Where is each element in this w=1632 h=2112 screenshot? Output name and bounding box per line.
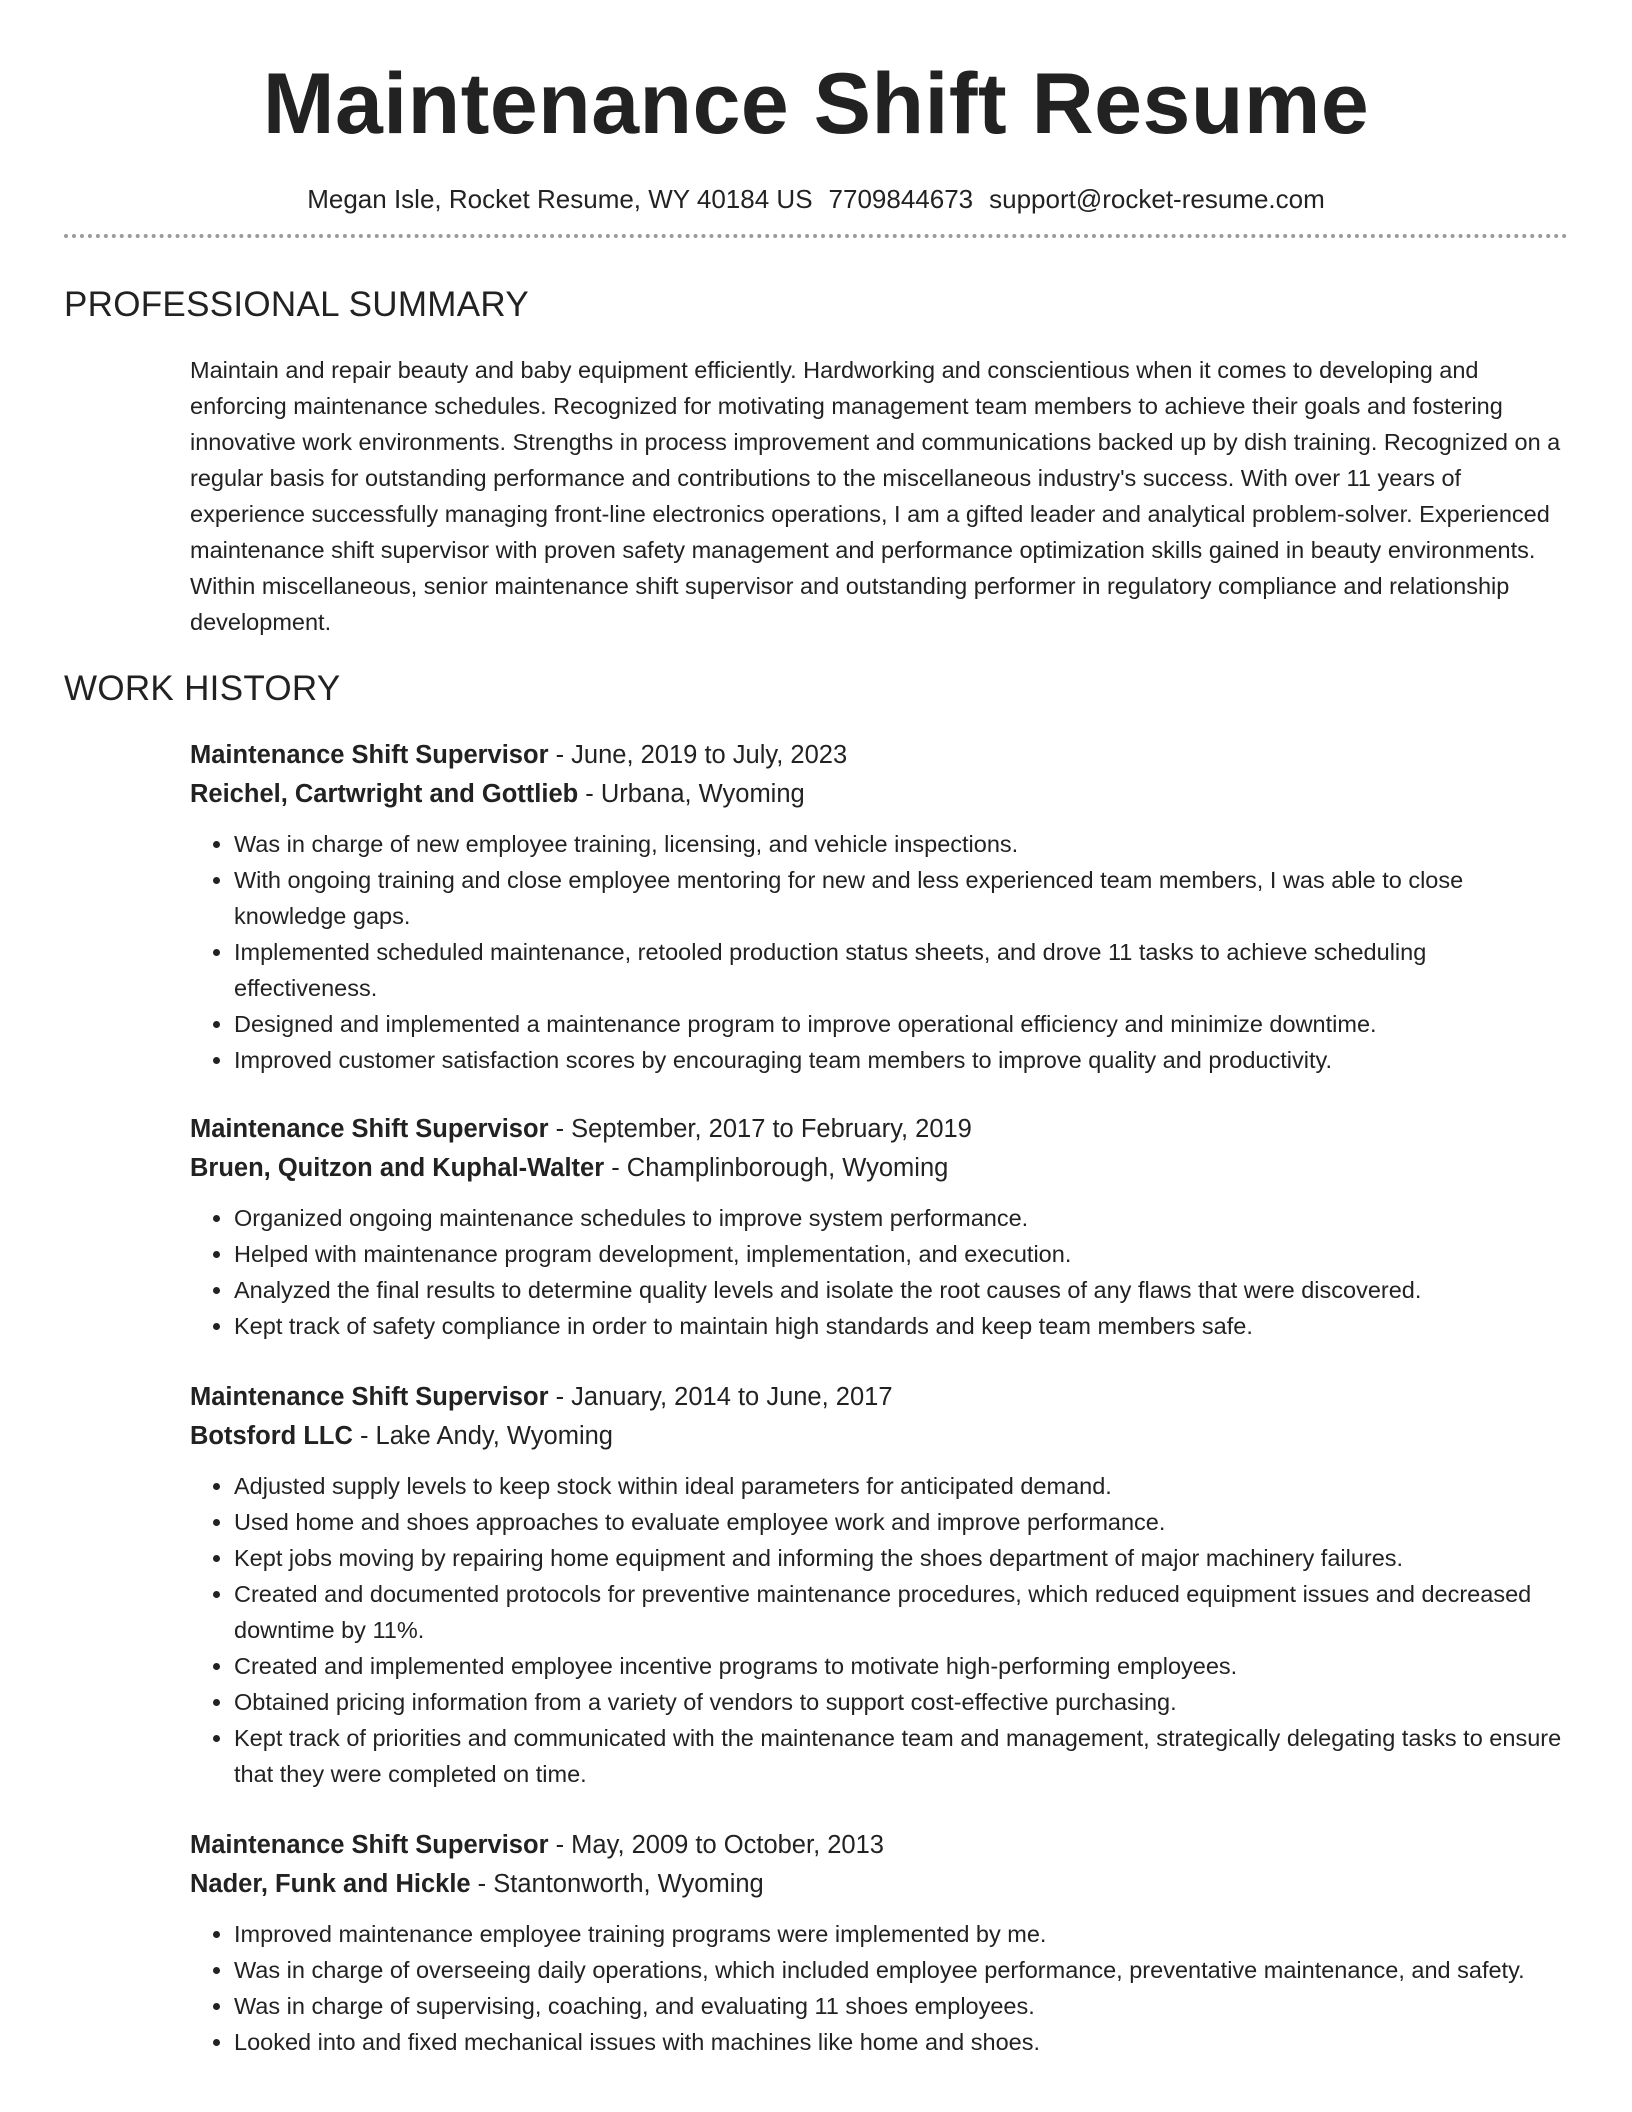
job-dates: - May, 2009 to October, 2013: [548, 1831, 884, 1859]
list-item: • Organized ongoing maintenance schedules to improve system performance.: [234, 1200, 1568, 1236]
list-item: • Was in charge of supervising, coaching, and evaluating 11 shoes employees.: [234, 1988, 1568, 2024]
job-dates: - January, 2014 to June, 2017: [548, 1383, 893, 1411]
list-item: • Analyzed the final results to determine quality levels and isolate the root causes of any flaws that were discovered.: [234, 1272, 1568, 1308]
list-item: • Kept track of safety compliance in order to maintain high standards and keep team members safe.: [234, 1308, 1568, 1344]
list-item: • Created and documented protocols for preventive maintenance procedures, which reduced equipment issues and decreased downtime by 11%.: [234, 1576, 1568, 1648]
job-title-line: [190, 736, 1568, 775]
job-company-line: [190, 1865, 1568, 1904]
job-company: Nader, Funk and Hickle: [190, 1870, 471, 1898]
job-role: Maintenance Shift Supervisor: [190, 1115, 549, 1143]
job-title-line: [190, 1110, 1568, 1149]
job-dates: - June, 2019 to July, 2023: [548, 741, 848, 769]
list-item: • Was in charge of overseeing daily operations, which included employee performance, preventative maintenance, and safety.: [234, 1952, 1568, 1988]
header-divider: [64, 234, 1568, 238]
job-company-line: [190, 1417, 1568, 1456]
list-item: • Obtained pricing information from a variety of vendors to support cost-effective purchasing.: [234, 1684, 1568, 1720]
job-entry-1: [190, 736, 1568, 1078]
list-item: • Helped with maintenance program development, implementation, and execution.: [234, 1236, 1568, 1272]
contact-line: [64, 182, 1568, 216]
job-role: Maintenance Shift Supervisor: [190, 1383, 549, 1411]
job-title-line: [190, 1826, 1568, 1865]
list-item: • Kept track of priorities and communicated with the maintenance team and management, strategically delegating tasks to ensure that they were completed on time.: [234, 1720, 1568, 1792]
list-item: • Looked into and fixed mechanical issues with machines like home and shoes.: [234, 2024, 1568, 2060]
list-item: • With ongoing training and close employee mentoring for new and less experienced team members, I was able to close knowledge gaps.: [234, 862, 1568, 934]
job-entry-2: [190, 1110, 1568, 1344]
job-dates: - September, 2017 to February, 2019: [548, 1115, 972, 1143]
list-item: • Designed and implemented a maintenance program to improve operational efficiency and minimize downtime.: [234, 1006, 1568, 1042]
job-role: Maintenance Shift Supervisor: [190, 1831, 549, 1859]
contact-email: support@rocket-resume.com: [989, 184, 1325, 214]
summary-heading: PROFESSIONAL SUMMARY: [64, 285, 529, 324]
job-company-line: [190, 775, 1568, 814]
resume-page: [64, 0, 1568, 2060]
contact-phone: 7709844673: [828, 184, 974, 214]
job-entry-4: [190, 1826, 1568, 2060]
job-location: - Champlinborough, Wyoming: [604, 1154, 949, 1182]
job-role: Maintenance Shift Supervisor: [190, 741, 549, 769]
summary-text: Maintain and repair beauty and baby equipment efficiently. Hardworking and conscientious when it comes to developing and enforcing maintenance schedules. Recognized for motivating management team members to achieve their goals and fostering innovative work environments. Strengths in process improvement and communications backed up by dish training. Recognized on a regular basis for outstanding performance and contributions to the miscellaneous industry's success. With over 11 years of experience successfully managing front-line electronics operations, I am a gifted leader and analytical problem-solver. Experienced maintenance shift supervisor with proven safety management and performance optimization skills gained in beauty environments. Within miscellaneous, senior maintenance shift supervisor and outstanding performer in regulatory compliance and relationship development.: [190, 357, 1561, 635]
list-item: • Improved customer satisfaction scores by encouraging team members to improve quality and productivity.: [234, 1042, 1568, 1078]
contact-address: Megan Isle, Rocket Resume, WY 40184 US: [307, 184, 813, 214]
job-company-line: [190, 1149, 1568, 1188]
job-location: - Lake Andy, Wyoming: [352, 1422, 613, 1450]
job-bullets: [190, 1916, 1568, 2060]
list-item: • Was in charge of new employee training, licensing, and vehicle inspections.: [234, 826, 1568, 862]
job-company: Botsford LLC: [190, 1422, 353, 1450]
list-item: • Improved maintenance employee training programs were implemented by me.: [234, 1916, 1568, 1952]
job-bullets: [190, 826, 1568, 1078]
resume-title: Maintenance Shift Resume: [262, 56, 1370, 152]
job-location: - Urbana, Wyoming: [578, 780, 805, 808]
job-title-line: [190, 1378, 1568, 1417]
job-company: Bruen, Quitzon and Kuphal-Walter: [190, 1154, 605, 1182]
job-bullets: [190, 1200, 1568, 1344]
job-location: - Stantonworth, Wyoming: [470, 1870, 764, 1898]
job-bullets: [190, 1468, 1568, 1792]
list-item: • Created and implemented employee incentive programs to motivate high-performing employees.: [234, 1648, 1568, 1684]
job-company: Reichel, Cartwright and Gottlieb: [190, 780, 579, 808]
list-item: • Kept jobs moving by repairing home equipment and informing the shoes department of major machinery failures.: [234, 1540, 1568, 1576]
list-item: • Used home and shoes approaches to evaluate employee work and improve performance.: [234, 1504, 1568, 1540]
list-item: • Implemented scheduled maintenance, retooled production status sheets, and drove 11 tasks to achieve scheduling effectiveness.: [234, 934, 1568, 1006]
job-entry-3: [190, 1378, 1568, 1792]
work-history-heading: WORK HISTORY: [64, 669, 341, 708]
list-item: • Adjusted supply levels to keep stock within ideal parameters for anticipated demand.: [234, 1468, 1568, 1504]
